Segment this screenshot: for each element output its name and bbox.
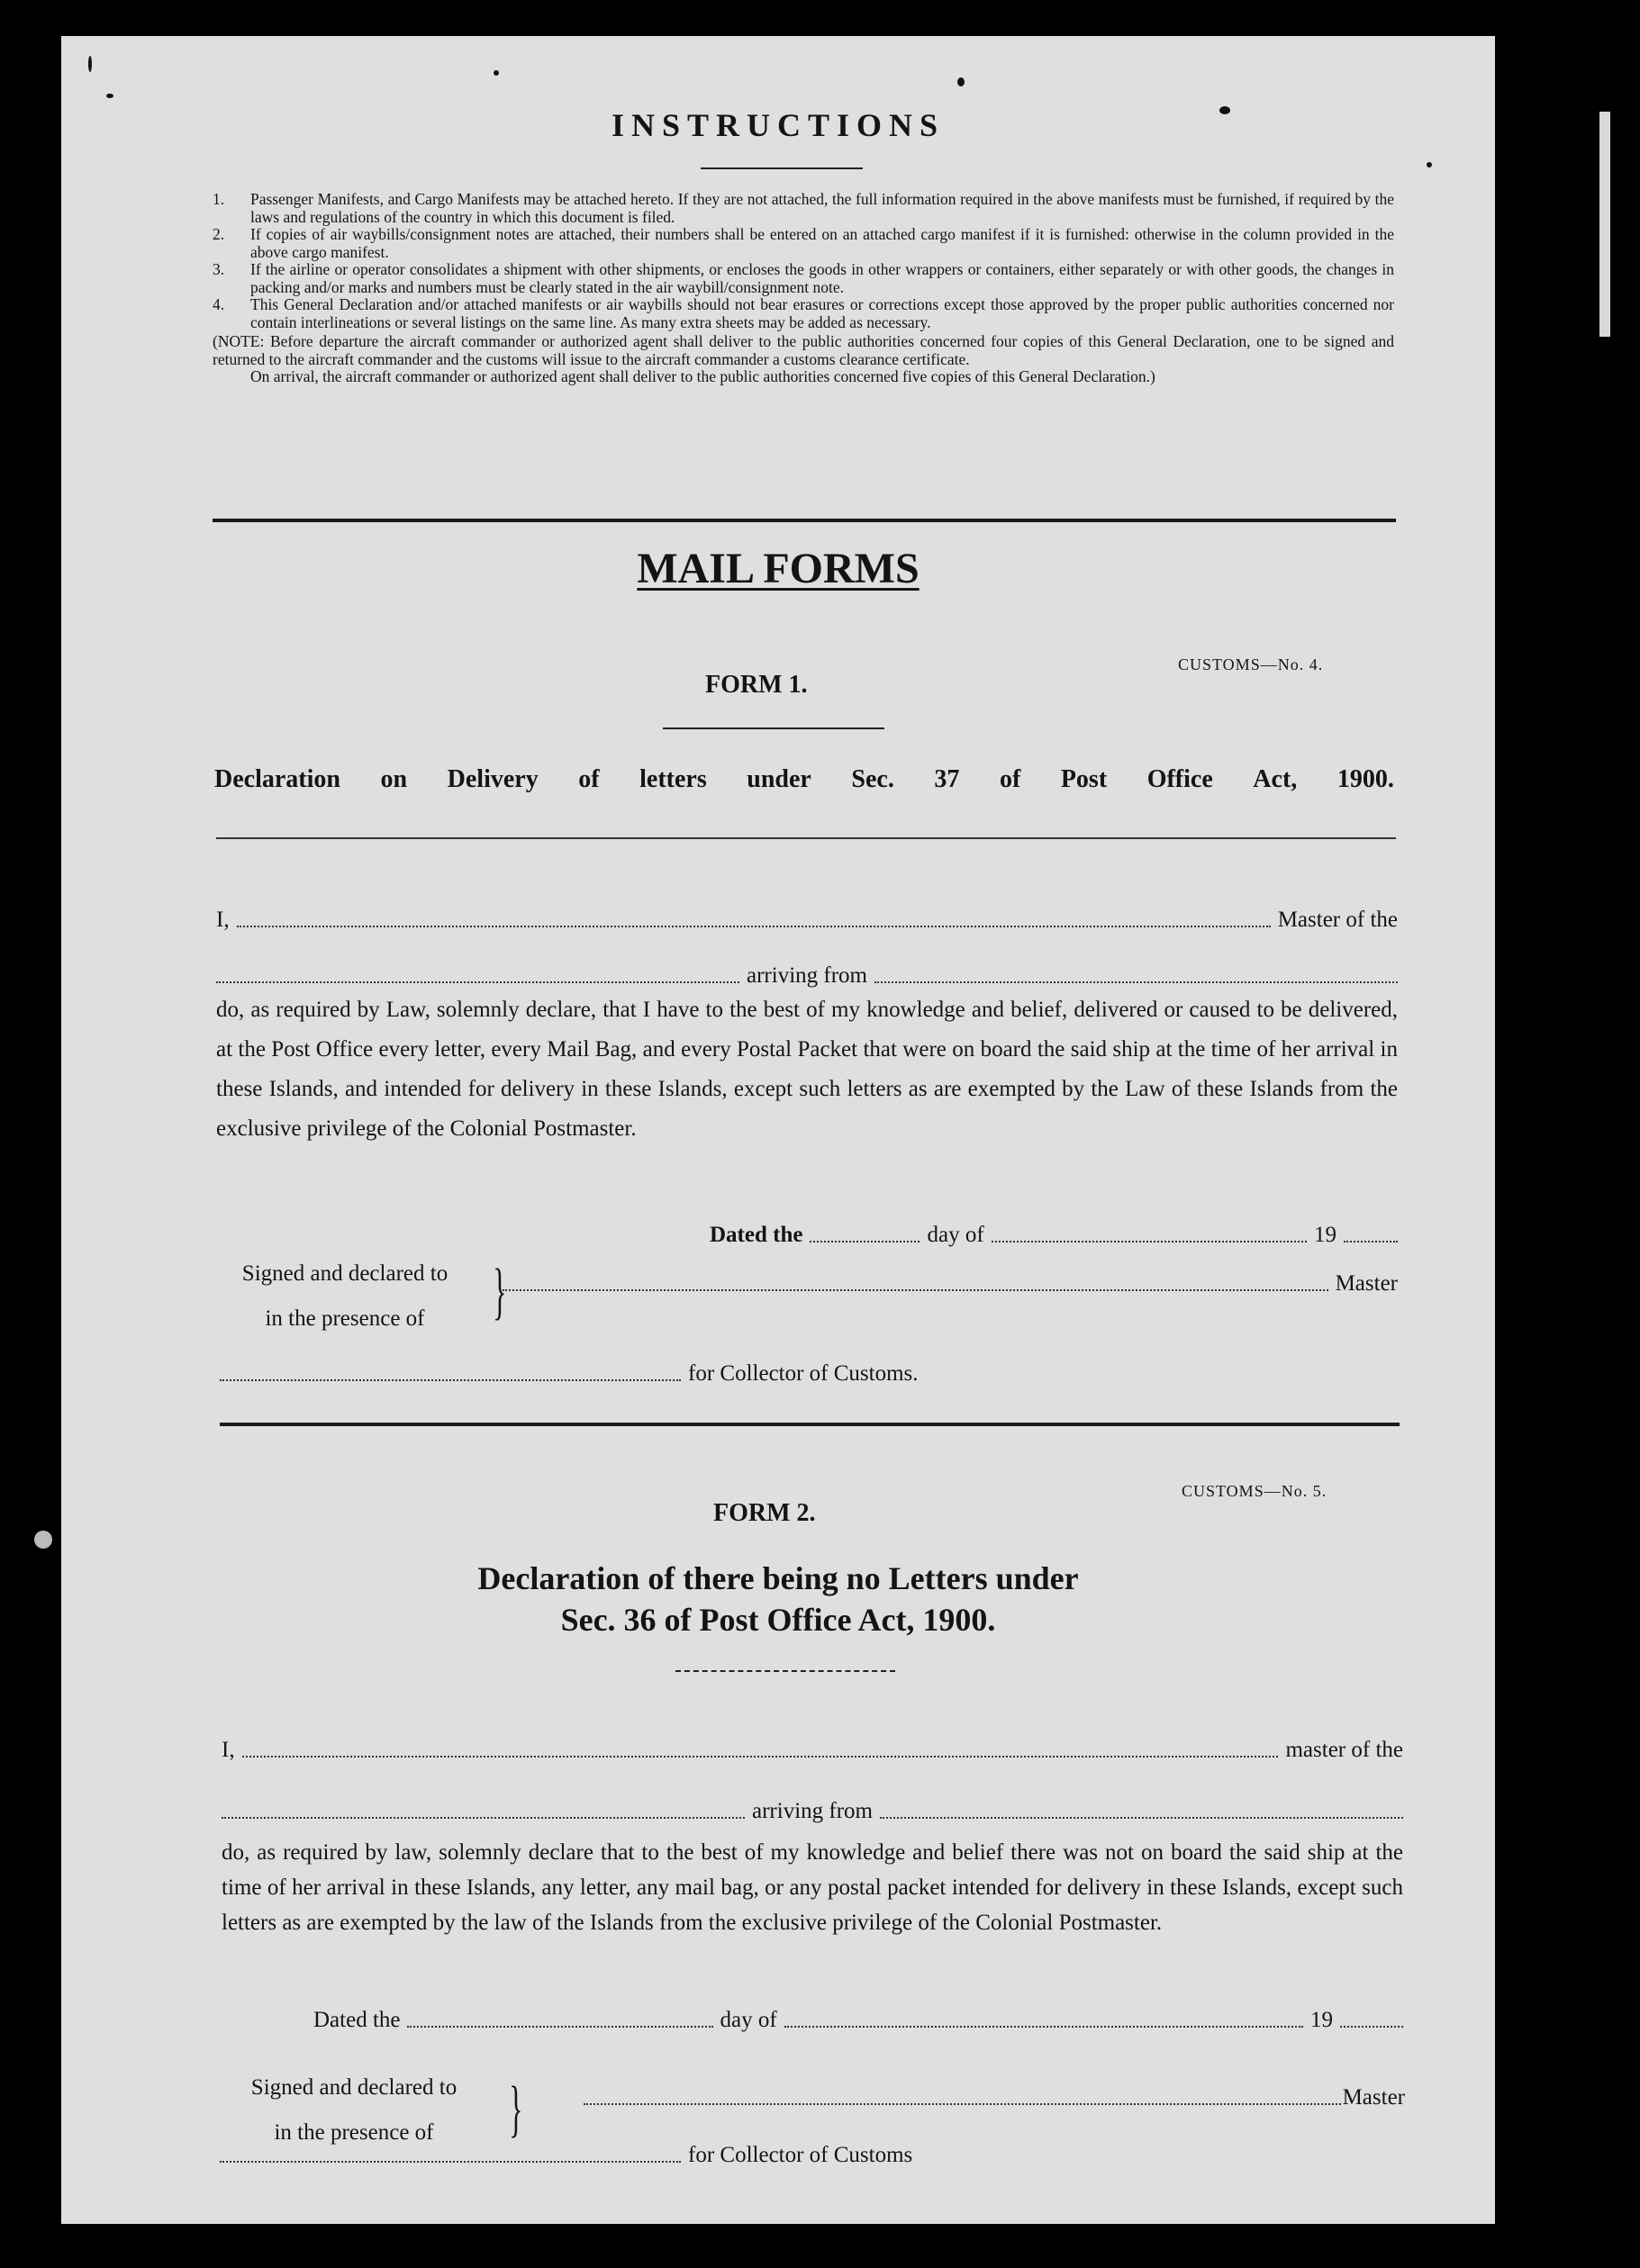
dated-the-label: Dated the xyxy=(313,2008,401,2032)
decl-word: Delivery xyxy=(447,765,539,793)
decl-word: of xyxy=(999,765,1021,793)
instruction-item-4 xyxy=(213,296,1394,331)
form2-signed-label xyxy=(223,2065,485,2155)
arriving-from-label: arriving from xyxy=(747,963,867,988)
instruction-item-1 xyxy=(213,191,1394,226)
master-name-field[interactable] xyxy=(242,1756,1279,1757)
decl-word: letters xyxy=(639,765,707,793)
decl-word: on xyxy=(380,765,408,793)
master-name-field[interactable] xyxy=(237,926,1271,927)
form2-title-line-1: Declaration of there being no Letters under xyxy=(477,1560,1079,1596)
master-of-the-label: Master of the xyxy=(1277,908,1398,932)
master-of-the-label: master of the xyxy=(1285,1738,1403,1762)
date-month-field[interactable] xyxy=(992,1241,1307,1242)
form2-dated-row xyxy=(313,2008,1403,2033)
scan-speck xyxy=(34,1531,52,1549)
form1-arriving-row xyxy=(216,963,1398,989)
scan-speck xyxy=(1427,162,1432,167)
decl-word: under xyxy=(747,765,811,793)
mail-forms-title: MAIL FORMS xyxy=(637,545,920,592)
instruction-item-2 xyxy=(213,226,1394,261)
instruction-note-arrival: On arrival, the aircraft commander or authorized agent shall deliver to the public authorities concerned five copies of this General Declaration.) xyxy=(250,367,1155,385)
instruction-text: If the airline or operator consolidates a shipment with other shipments, or encloses the goods in other wrappers or containers, either separately or with other goods, the changes in packing and/or marks and numbers must be clearly stated in the air waybill/consignment note. xyxy=(250,260,1394,296)
decl-word: Declaration xyxy=(214,765,340,793)
scan-edge-strip xyxy=(1599,112,1610,337)
instruction-number: 3. xyxy=(213,260,225,278)
form2-heading: FORM 2. xyxy=(713,1499,816,1527)
document-page xyxy=(61,36,1495,2224)
section-divider xyxy=(213,519,1396,522)
instructions-title-underline xyxy=(701,167,863,169)
decl-word: Post xyxy=(1060,765,1108,793)
form1-dated-row xyxy=(710,1223,1398,1248)
decl-word: 37 xyxy=(934,765,960,793)
form1-master-signature-row xyxy=(503,1271,1398,1297)
scan-speck xyxy=(1219,106,1230,114)
instruction-text: This General Declaration and/or attached manifests or air waybills should not bear erasures or corrections except those approved by the proper public authorities concerned nor contain interlineations or several listings on the same line. As many extra sheets may be added as necessary. xyxy=(250,295,1394,331)
ship-name-field[interactable] xyxy=(222,1817,745,1819)
signed-line-2: in the presence of xyxy=(274,2120,434,2145)
master-signature-field[interactable] xyxy=(584,2103,1341,2105)
form2-declaration-body: do, as required by law, solemnly declare that to the best of my knowledge and belief there was not on board the said ship at the time of her arrival in these Islands, any letter, any mail bag, or any postal packet intended for delivery in these Islands, except such letters as are exempted by the law of the Islands from the exclusive privilege of the Colonial Postmaster. xyxy=(222,1840,1403,1935)
form2-arriving-row xyxy=(222,1799,1403,1824)
form1-declaration-body: do, as required by Law, solemnly declare, that I have to the best of my knowledge and belief, delivered or caused to be delivered, at the Post Office every letter, every Mail Bag, and every Postal Packet that were on board the said ship at the time of her arrival in these Islands, and intended for delivery in these Islands, except such letters as are exempted by the Law of these Islands from the exclusive privilege of the Colonial Postmaster. xyxy=(216,998,1398,1141)
dated-the-label: Dated the xyxy=(710,1223,803,1247)
form2-master-signature-row xyxy=(584,2085,1405,2110)
date-day-field[interactable] xyxy=(407,2026,712,2028)
instructions-list xyxy=(213,191,1394,386)
instruction-text: If copies of air waybills/consignment notes are attached, their numbers shall be entered on an attached cargo manifest if it is furnished: otherwise in the column provided in the above cargo manifest. xyxy=(250,225,1394,261)
form1-customs-number: CUSTOMS—No. 4. xyxy=(1178,655,1324,673)
decl-word: Sec. xyxy=(851,765,894,793)
i-label: I, xyxy=(216,908,230,932)
form1-heading: FORM 1. xyxy=(705,671,808,699)
i-label: I, xyxy=(222,1738,235,1762)
form2-collector-row xyxy=(220,2143,1030,2168)
decl-word: of xyxy=(578,765,600,793)
scan-speck xyxy=(957,77,965,86)
day-of-label: day of xyxy=(927,1223,984,1247)
brace-icon: } xyxy=(493,1257,507,1326)
decl-word: Act, xyxy=(1253,765,1298,793)
year-prefix-label: 19 xyxy=(1310,2008,1333,2032)
instruction-item-3 xyxy=(213,261,1394,296)
signed-line-1: Signed and declared to xyxy=(241,1261,449,1286)
decl-word: 1900. xyxy=(1336,765,1394,793)
collector-signature-field[interactable] xyxy=(220,1379,681,1381)
instruction-number: 1. xyxy=(213,190,225,208)
master-label: Master xyxy=(1342,2085,1405,2110)
collector-label: for Collector of Customs xyxy=(688,2143,913,2167)
master-signature-field[interactable] xyxy=(503,1289,1328,1291)
arriving-from-field[interactable] xyxy=(880,1817,1403,1819)
brace-icon: } xyxy=(509,2074,523,2144)
form2-master-row xyxy=(222,1738,1403,1763)
form2-title-line-2: Sec. 36 of Post Office Act, 1900. xyxy=(560,1602,996,1638)
arriving-from-field[interactable] xyxy=(874,981,1398,983)
form2-declaration-title xyxy=(61,1558,1495,1640)
form1-collector-row xyxy=(220,1361,1030,1387)
signed-line-1: Signed and declared to xyxy=(250,2075,458,2100)
master-label: Master xyxy=(1335,1271,1398,1296)
form1-declaration-title xyxy=(214,765,1394,794)
signed-line-2: in the presence of xyxy=(265,1306,425,1331)
collector-signature-field[interactable] xyxy=(220,2161,681,2163)
instruction-number: 4. xyxy=(213,295,225,313)
form-divider xyxy=(220,1423,1400,1426)
instruction-number: 2. xyxy=(213,225,225,243)
form1-heading-rule xyxy=(663,727,884,729)
instructions-title: INSTRUCTIONS xyxy=(611,107,946,143)
instruction-note: (NOTE: Before departure the aircraft commander or authorized agent shall deliver to the public authorities concerned four copies of this General Declaration, one to be signed and returned to the aircraft commander and the customs will issue to the aircraft commander a customs clearance certificate. xyxy=(213,332,1394,368)
scan-speck xyxy=(106,94,113,98)
date-year-field[interactable] xyxy=(1340,2026,1403,2028)
year-prefix-label: 19 xyxy=(1314,1223,1336,1247)
collector-label: for Collector of Customs. xyxy=(688,1361,919,1386)
ship-name-field[interactable] xyxy=(216,981,739,983)
instruction-text: Passenger Manifests, and Cargo Manifests may be attached hereto. If they are not attached, the full information required in the above manifests must be furnished, if required by the laws and regulations of the country in which this document is filed. xyxy=(250,190,1394,226)
form2-title-rule xyxy=(675,1670,895,1672)
scan-speck xyxy=(88,56,92,72)
date-day-field[interactable] xyxy=(810,1241,920,1242)
form1-signed-label xyxy=(218,1251,472,1342)
decl-word: Office xyxy=(1146,765,1213,793)
date-year-field[interactable] xyxy=(1344,1241,1398,1242)
form1-title-rule xyxy=(216,837,1396,839)
form2-customs-number: CUSTOMS—No. 5. xyxy=(1182,1482,1327,1500)
arriving-from-label: arriving from xyxy=(752,1799,873,1823)
date-month-field[interactable] xyxy=(784,2026,1303,2028)
form1-master-row xyxy=(216,908,1398,933)
day-of-label: day of xyxy=(720,2008,777,2032)
scan-speck xyxy=(494,70,499,76)
